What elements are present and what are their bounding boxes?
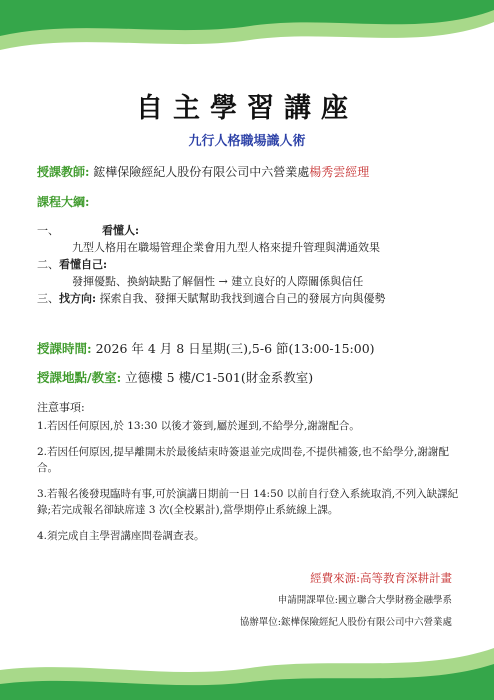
time-value: 2026 年 4 月 8 日星期(三),5-6 節(13:00-15:00) <box>95 341 375 356</box>
notes-heading: 注意事項: <box>37 401 85 414</box>
instructor-line <box>37 163 369 180</box>
outline-label: 看懂自己: <box>59 258 108 271</box>
outline-desc: 九型人格用在職場管理企業會用九型人格來提升管理與溝通效果 <box>72 241 380 254</box>
note-item: 4.須完成自主學習講座問卷調查表。 <box>37 530 205 542</box>
notes-list <box>37 418 467 554</box>
instructor-name: 楊秀雲經理 <box>309 165 370 179</box>
instructor-label: 授課教師: <box>37 165 90 179</box>
outline-heading: 課程大綱: <box>37 195 90 209</box>
time-line <box>37 339 375 357</box>
outline-list <box>37 222 477 307</box>
outline-label: 看懂人: <box>102 224 140 237</box>
outline-item-1 <box>37 222 477 239</box>
organizer-cohost: 協辦單位:鋐樺保險經紀人股份有限公司中六營業處 <box>239 617 452 628</box>
note-item: 3.若報名後發現臨時有事,可於演講日期前一日 14:50 以前自行登入系統取消,不列入缺課紀錄;若完成報名卻缺席達 3 次(全校累計),當學期停止系統線上課。 <box>37 488 459 516</box>
place-value: 立德樓 5 樓/C1-501(財金系教室) <box>125 370 314 385</box>
place-label: 授課地點/教室: <box>37 370 122 385</box>
note-item: 2.若因任何原因,提早離開未於最後結束時簽退並完成問卷,不提供補簽,也不給學分,謝謝配合。 <box>37 446 449 474</box>
outline-marker: 一、 <box>37 224 59 237</box>
page-title: 自主學習講座 <box>136 93 358 124</box>
place-line <box>37 368 313 386</box>
outline-marker: 二、 <box>37 258 59 271</box>
note-item: 1.若因任何原因,於 13:30 以後才簽到,屬於遲到,不給學分,謝謝配合。 <box>37 420 360 432</box>
instructor-company: 鋐樺保險經紀人股份有限公司中六營業處 <box>93 165 310 179</box>
outline-item-3 <box>37 290 477 307</box>
outline-marker: 三、 <box>37 292 59 305</box>
outline-item-2 <box>37 256 477 273</box>
subtitle: 九行人格職場識人術 <box>188 134 306 149</box>
organizer-applicant: 申請開課單位:國立聯合大學財務金融學系 <box>277 595 452 606</box>
funding-source: 經費來源:高等教育深耕計畫 <box>310 571 452 585</box>
outline-desc: 發揮優點、換納缺點了解個性 → 建立良好的人際關係與信任 <box>72 275 364 288</box>
outline-label: 找方向: <box>59 292 97 305</box>
time-label: 授課時間: <box>37 341 92 356</box>
outline-desc: 探索自我、發揮天賦幫助我找到適合自己的發展方向與優勢 <box>99 292 386 305</box>
